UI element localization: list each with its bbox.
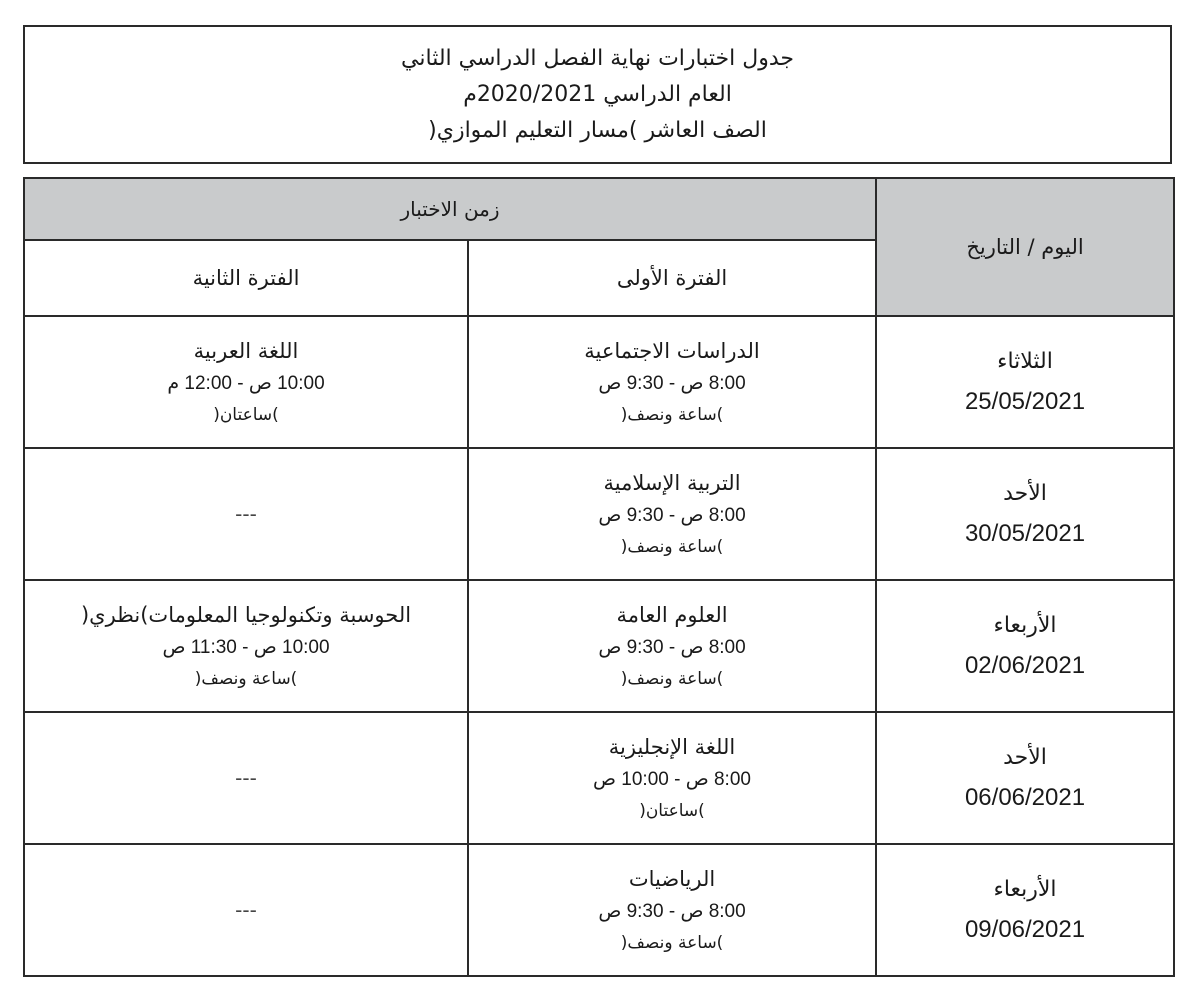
schedule-title: جدول اختبارات نهاية الفصل الدراسي الثاني bbox=[401, 45, 794, 71]
exam-time: 8:00 ص - 9:30 ص bbox=[598, 505, 746, 526]
subject-name: التربية الإسلامية bbox=[603, 471, 741, 495]
period-1-cell bbox=[468, 580, 876, 712]
subject-name: العلوم العامة bbox=[616, 603, 728, 627]
exam-time: 8:00 ص - 9:30 ص bbox=[598, 637, 746, 658]
exam-date: 02/06/2021 bbox=[964, 652, 1086, 679]
exam-time: 8:00 ص - 9:30 ص bbox=[598, 373, 746, 394]
column-header-date: اليوم / التاريخ bbox=[876, 178, 1174, 316]
exam-duration: )ساعة ونصف( bbox=[620, 405, 724, 425]
period-2-empty-cell: --- bbox=[24, 844, 468, 976]
day-name: الأربعاء bbox=[993, 613, 1057, 638]
exam-date: 06/06/2021 bbox=[964, 784, 1086, 811]
exam-date: 25/05/2021 bbox=[964, 388, 1086, 415]
exam-time: 8:00 ص - 9:30 ص bbox=[598, 901, 746, 922]
subject-name: اللغة الإنجليزية bbox=[608, 735, 736, 759]
table-row bbox=[24, 316, 1174, 448]
exam-duration: )ساعة ونصف( bbox=[620, 669, 724, 689]
day-name: الأربعاء bbox=[993, 877, 1057, 902]
day-name: الأحد bbox=[1003, 481, 1047, 506]
subject-name: الحوسبة وتكنولوجيا المعلومات)نظري( bbox=[80, 603, 412, 627]
day-date-cell bbox=[876, 580, 1174, 712]
day-name: الثلاثاء bbox=[997, 349, 1053, 374]
column-header-period-1: الفترة الأولى bbox=[468, 240, 876, 316]
period-1-cell bbox=[468, 448, 876, 580]
exam-duration: )ساعة ونصف( bbox=[620, 933, 724, 953]
day-date-cell bbox=[876, 448, 1174, 580]
exam-time: 10:00 ص - 11:30 ص bbox=[162, 637, 330, 658]
day-name: الأحد bbox=[1003, 745, 1047, 770]
table-row bbox=[24, 712, 1174, 844]
exam-date: 09/06/2021 bbox=[964, 916, 1086, 943]
exam-date: 30/05/2021 bbox=[964, 520, 1086, 547]
column-header-period-2: الفترة الثانية bbox=[24, 240, 468, 316]
table-row bbox=[24, 448, 1174, 580]
subject-name: الرياضيات bbox=[628, 867, 716, 891]
period-1-cell bbox=[468, 844, 876, 976]
grade-label: الصف العاشر )مسار التعليم الموازي( bbox=[428, 117, 767, 143]
column-header-exam-time: زمن الاختبار bbox=[24, 178, 876, 240]
academic-year: العام الدراسي 2020/2021م bbox=[463, 81, 732, 107]
period-2-empty-cell: --- bbox=[24, 448, 468, 580]
day-date-cell bbox=[876, 844, 1174, 976]
exam-schedule-table bbox=[23, 177, 1175, 977]
period-2-cell bbox=[24, 580, 468, 712]
subject-name: الدراسات الاجتماعية bbox=[584, 339, 760, 363]
exam-duration: )ساعة ونصف( bbox=[620, 537, 724, 557]
exam-duration: )ساعتان( bbox=[213, 405, 279, 425]
period-2-empty-cell: --- bbox=[24, 712, 468, 844]
table-row bbox=[24, 844, 1174, 976]
table-row bbox=[24, 580, 1174, 712]
period-1-cell bbox=[468, 712, 876, 844]
period-1-cell bbox=[468, 316, 876, 448]
exam-time: 10:00 ص - 12:00 م bbox=[167, 373, 325, 394]
subject-name: اللغة العربية bbox=[193, 339, 299, 363]
exam-duration: )ساعتان( bbox=[639, 801, 705, 821]
schedule-title-box bbox=[23, 25, 1172, 164]
exam-time: 8:00 ص - 10:00 ص bbox=[593, 769, 751, 790]
day-date-cell bbox=[876, 712, 1174, 844]
period-2-cell bbox=[24, 316, 468, 448]
exam-duration: )ساعة ونصف( bbox=[194, 669, 298, 689]
day-date-cell bbox=[876, 316, 1174, 448]
